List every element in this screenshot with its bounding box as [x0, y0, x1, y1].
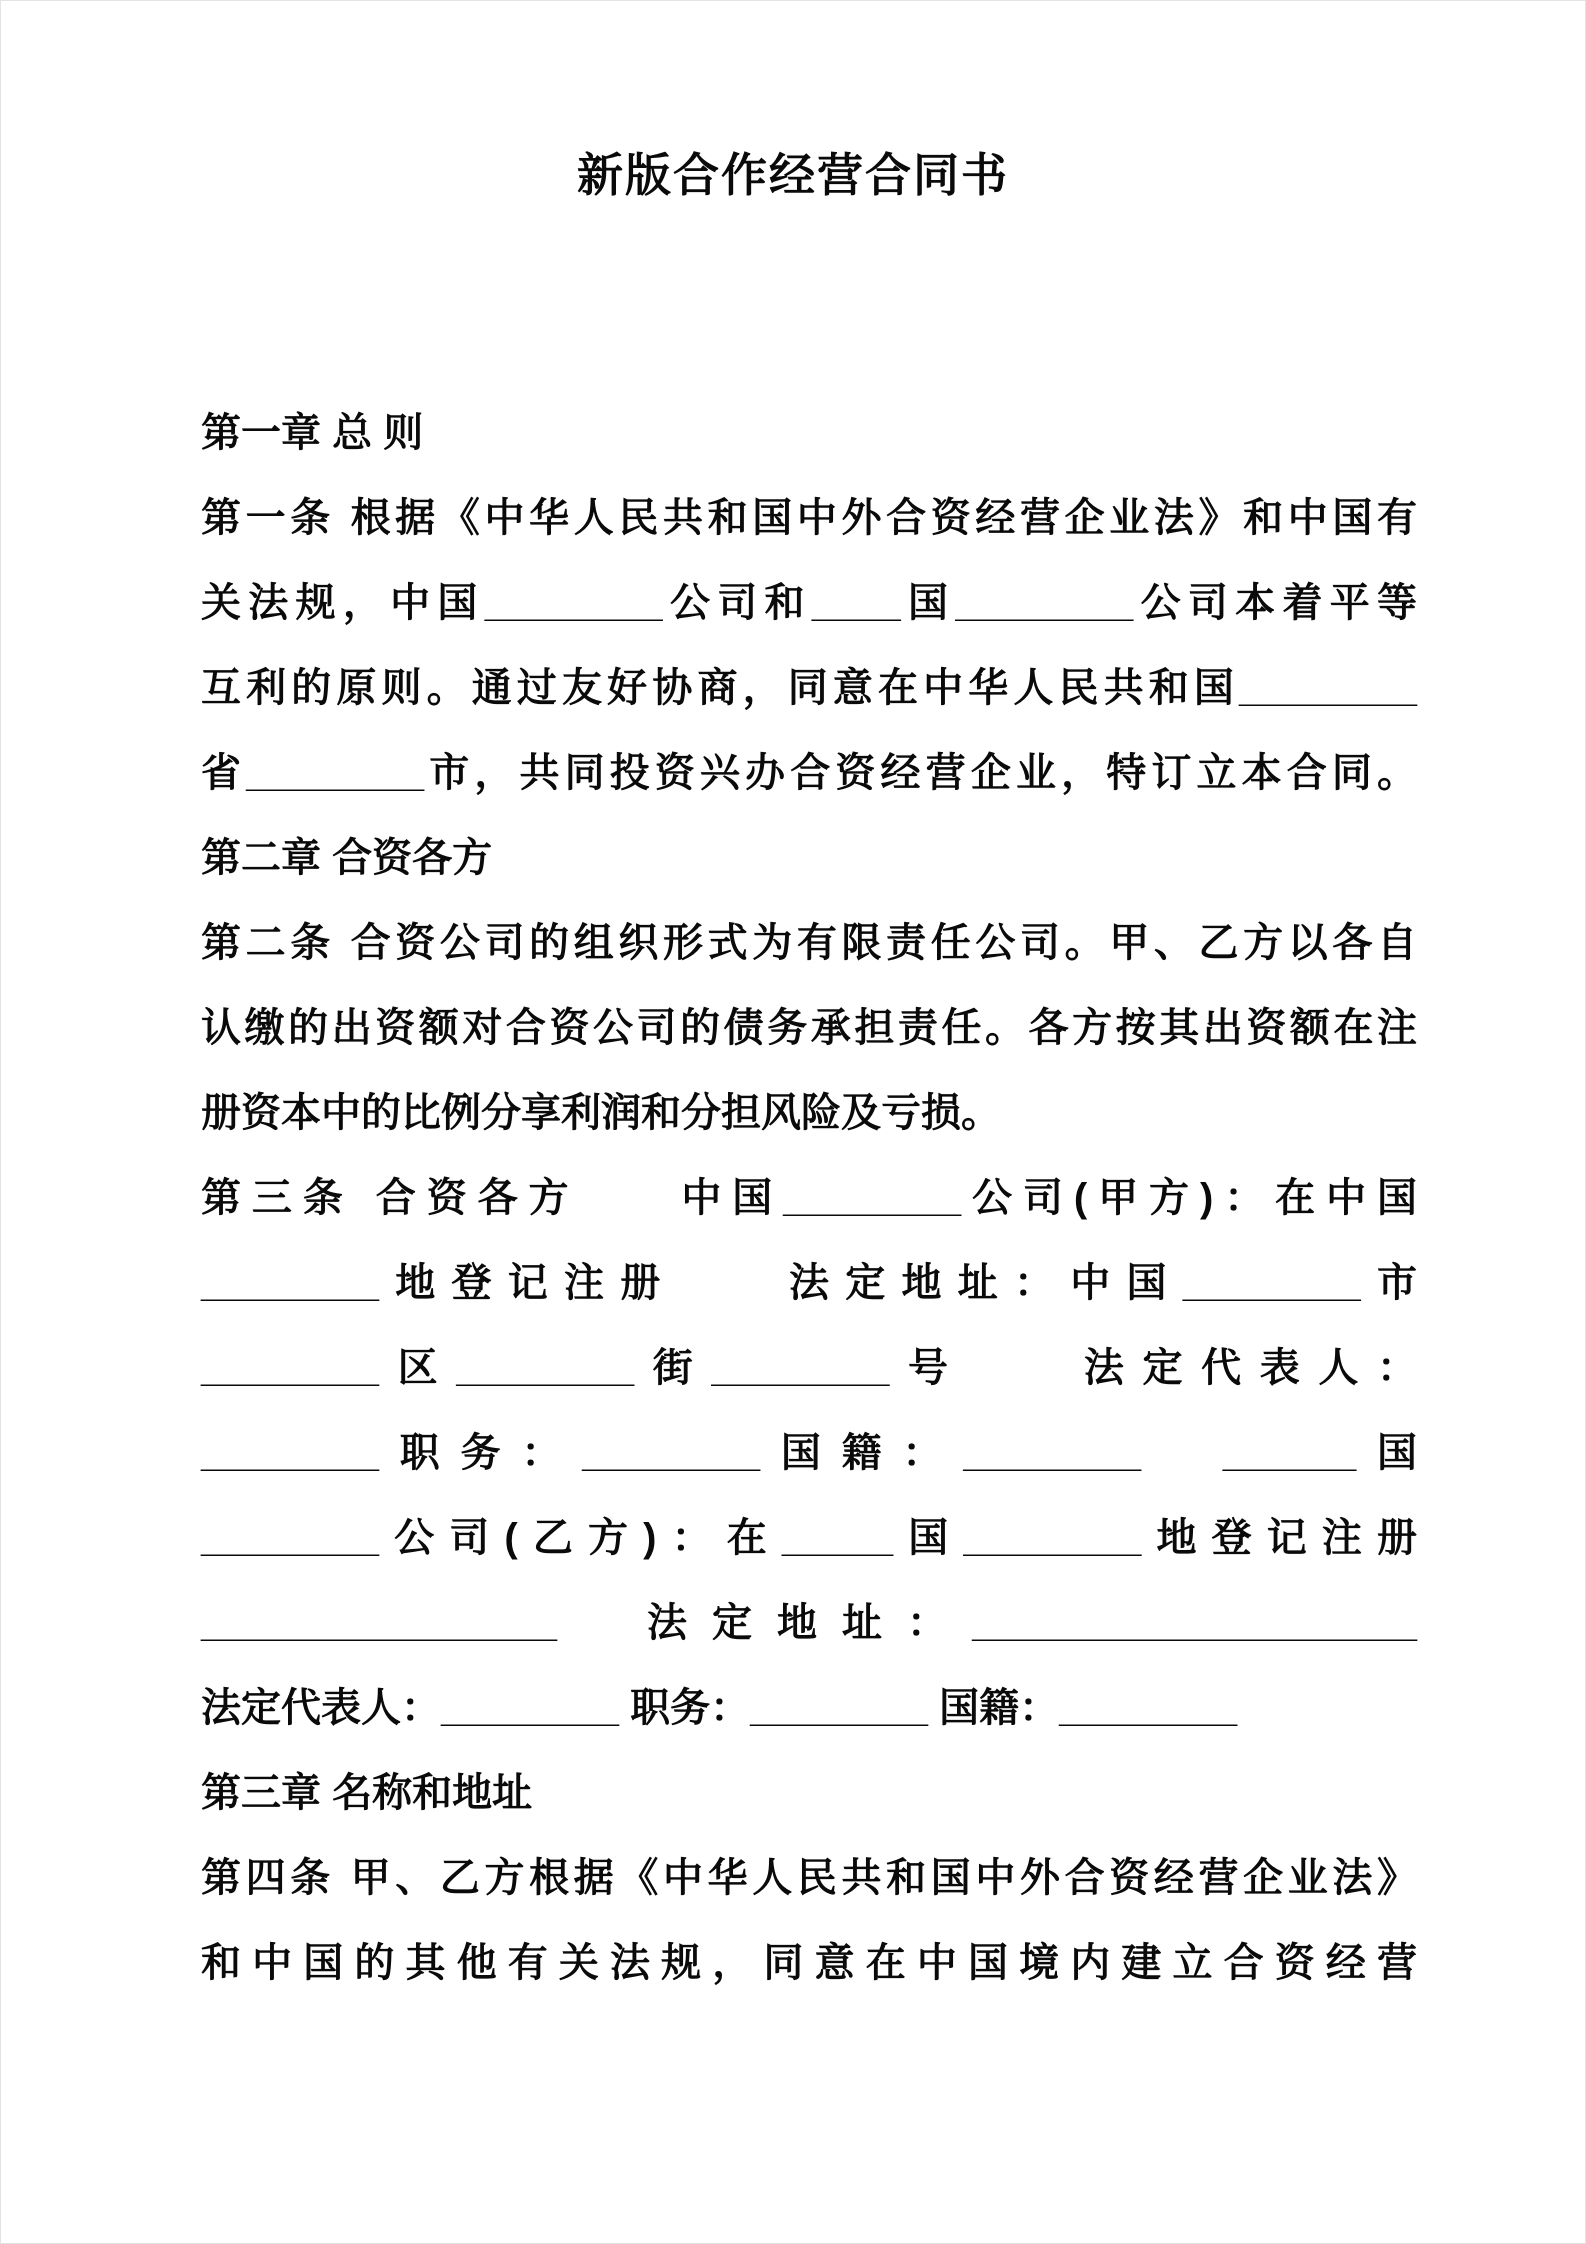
- paragraph-line: ________地登记注册 法定地址：中国________市: [201, 1261, 1417, 1305]
- paragraph-line: 省________市，共同投资兴办合资经营企业，特订立本合同。: [201, 751, 1417, 795]
- chapter-heading: 第三章 名称和地址: [201, 1771, 533, 1815]
- paragraph-line: ________公司(乙方)：在_____国________地登记注册: [201, 1516, 1417, 1560]
- chapter-heading: 第一章 总 则: [201, 411, 424, 455]
- paragraph-line: 互利的原则。通过友好协商，同意在中华人民共和国________: [201, 666, 1417, 710]
- paragraph-line: 法定代表人：________ 职务：________ 国籍：________: [201, 1686, 1238, 1730]
- document-title: 新版合作经营合同书: [577, 149, 1009, 201]
- paragraph-line: 册资本中的比例分享利润和分担风险及亏损。: [201, 1091, 1001, 1135]
- document-body: [201, 391, 1417, 2006]
- paragraph-line: 第一条 根据《中华人民共和国中外合资经营企业法》和中国有: [201, 496, 1417, 540]
- paragraph-line: ________区________街________号 法定代表人：: [201, 1346, 1417, 1390]
- paragraph-line: 关法规，中国________公司和____国________公司本着平等: [201, 581, 1417, 625]
- paragraph-line: 第二条 合资公司的组织形式为有限责任公司。甲、乙方以各自: [201, 921, 1417, 965]
- paragraph-line: ________职务：________国籍：________ ______国: [201, 1431, 1417, 1475]
- paragraph-line: 和中国的其他有关法规，同意在中国境内建立合资经营: [201, 1941, 1417, 1985]
- paragraph-line: 认缴的出资额对合资公司的债务承担责任。各方按其出资额在注: [201, 1006, 1417, 1050]
- chapter-heading: 第二章 合资各方: [201, 836, 493, 880]
- paragraph-line: ________________ 法定地址：____________________: [201, 1601, 1417, 1645]
- paragraph-line: 第三条 合资各方 中国________公司(甲方)：在中国: [201, 1176, 1417, 1220]
- paragraph-line: 第四条 甲、乙方根据《中华人民共和国中外合资经营企业法》: [201, 1856, 1417, 1900]
